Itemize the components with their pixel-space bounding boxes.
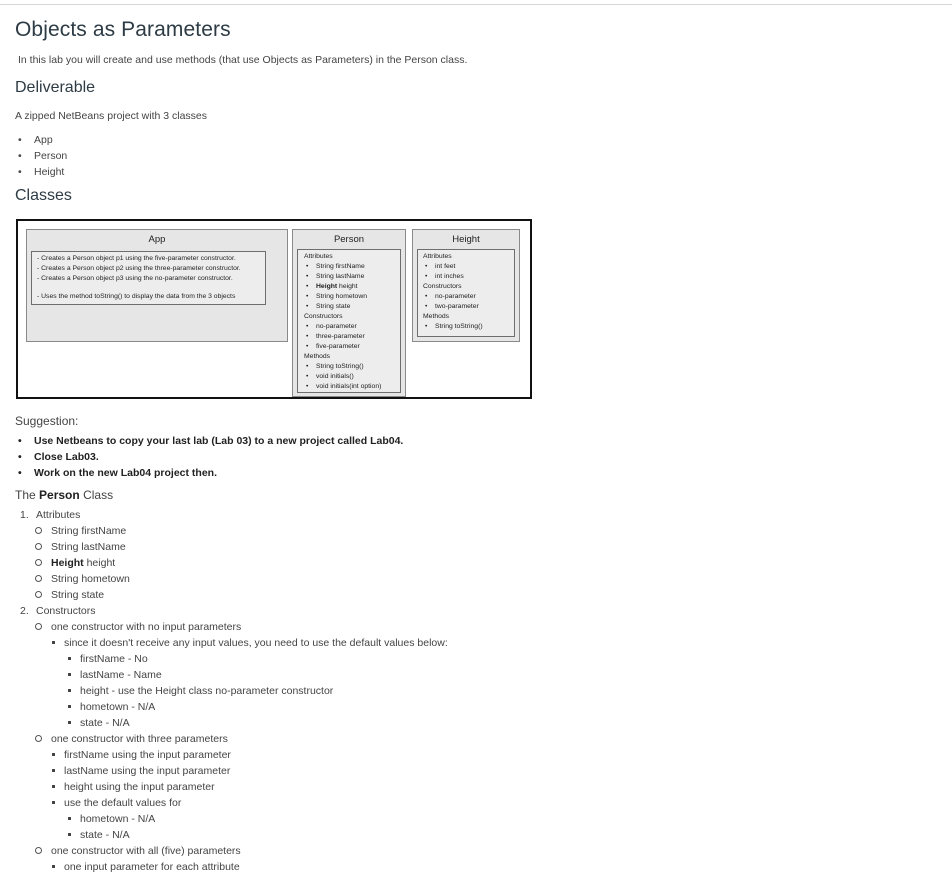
person-ctor: • three-parameter — [306, 333, 365, 340]
person-attr: • String hometown — [306, 293, 368, 300]
deliverable-text: A zipped NetBeans project with 3 classes — [15, 110, 208, 122]
app-line: - Creates a Person object p2 using the three-parameter constructor. — [37, 265, 241, 272]
list-item-label: Height — [34, 166, 65, 178]
list-item: String firstName — [35, 525, 126, 537]
list-item-label: App — [34, 134, 53, 146]
list-item-label: Person — [34, 150, 68, 162]
list-item: 1. Attributes — [20, 509, 81, 521]
person-class-heading: The Person Class — [15, 488, 114, 502]
suggestion-heading: Suggestion: — [15, 414, 79, 428]
person-method: • void initials(int option) — [306, 383, 382, 390]
height-ctor: • no-parameter — [425, 293, 476, 300]
deliverable-heading: Deliverable — [15, 79, 96, 96]
list-item: firstName - No — [68, 653, 148, 665]
list-item: • Close Lab03. — [18, 451, 99, 463]
list-item: use the default values for — [52, 797, 181, 809]
list-item: Height height — [35, 557, 115, 569]
list-item: String state — [35, 589, 104, 601]
list-item: firstName using the input parameter — [52, 749, 231, 761]
list-item: • Height — [18, 166, 65, 178]
person-method: • void initials() — [306, 373, 354, 380]
person-ctor-label: Constructors — [304, 313, 343, 320]
height-attr-label: Attributes — [423, 253, 452, 260]
list-item: 2. Constructors — [20, 605, 96, 617]
app-panel-title: App — [148, 234, 166, 245]
height-ctor: • two-parameter — [425, 303, 479, 310]
height-panel-title: Height — [452, 234, 480, 245]
list-item: one input parameter for each attribute — [52, 861, 240, 873]
list-item: • Use Netbeans to copy your last lab (Lab 03) to a new project called Lab04. — [18, 435, 404, 447]
height-method: • String toString() — [425, 323, 483, 330]
list-item: hometown - N/A — [68, 813, 155, 825]
person-ctor: • five-parameter — [306, 343, 360, 350]
person-method-label: Methods — [304, 353, 331, 360]
list-item: • Person — [18, 150, 68, 162]
page-title: Objects as Parameters — [15, 18, 231, 41]
list-item: one constructor with all (five) parameters — [35, 845, 241, 857]
list-item: one constructor with three parameters — [35, 733, 228, 745]
list-item: lastName using the input parameter — [52, 765, 230, 777]
app-panel — [26, 229, 288, 342]
person-attr: • String state — [306, 303, 351, 310]
height-attr: • int feet — [425, 263, 456, 270]
list-item: String hometown — [35, 573, 130, 585]
list-item: • Work on the new Lab04 project then. — [18, 467, 217, 479]
height-panel — [412, 229, 520, 342]
height-ctor-label: Constructors — [423, 283, 462, 290]
list-item: String lastName — [35, 541, 126, 553]
app-line: - Creates a Person object p1 using the five-parameter constructor. — [37, 255, 236, 262]
person-attr: • Height height — [306, 283, 358, 290]
app-description-box — [31, 251, 266, 305]
intro-text: In this lab you will create and use methods (that use Objects as Parameters) in the Person class. — [18, 54, 468, 66]
list-item: • App — [18, 134, 53, 146]
app-line: - Creates a Person object p3 using the no-parameter constructor. — [37, 275, 233, 282]
person-attr-label: Attributes — [304, 253, 333, 260]
person-details-box — [297, 249, 401, 393]
height-details-box — [417, 249, 515, 337]
list-item: height - use the Height class no-parameter constructor — [68, 685, 333, 697]
top-divider — [0, 4, 952, 5]
height-attr: • int inches — [425, 273, 464, 280]
app-line: - Uses the method toString() to display the data from the 3 objects — [37, 293, 236, 300]
person-attr: • String firstName — [306, 263, 365, 270]
classes-heading: Classes — [15, 187, 72, 204]
list-item: one constructor with no input parameters — [35, 621, 241, 633]
list-item: state - N/A — [68, 829, 130, 841]
height-method-label: Methods — [423, 313, 450, 320]
list-item: hometown - N/A — [68, 701, 155, 713]
person-attr: • String lastName — [306, 273, 365, 280]
list-item: state - N/A — [68, 717, 130, 729]
list-item: since it doesn't receive any input values, you need to use the default values below: — [52, 637, 448, 649]
list-item: height using the input parameter — [52, 781, 215, 793]
person-ctor: • no-parameter — [306, 323, 357, 330]
person-panel-title: Person — [333, 234, 365, 245]
class-diagram — [16, 219, 532, 399]
list-item: lastName - Name — [68, 669, 162, 681]
person-method: • String toString() — [306, 363, 364, 370]
person-panel — [292, 229, 406, 397]
